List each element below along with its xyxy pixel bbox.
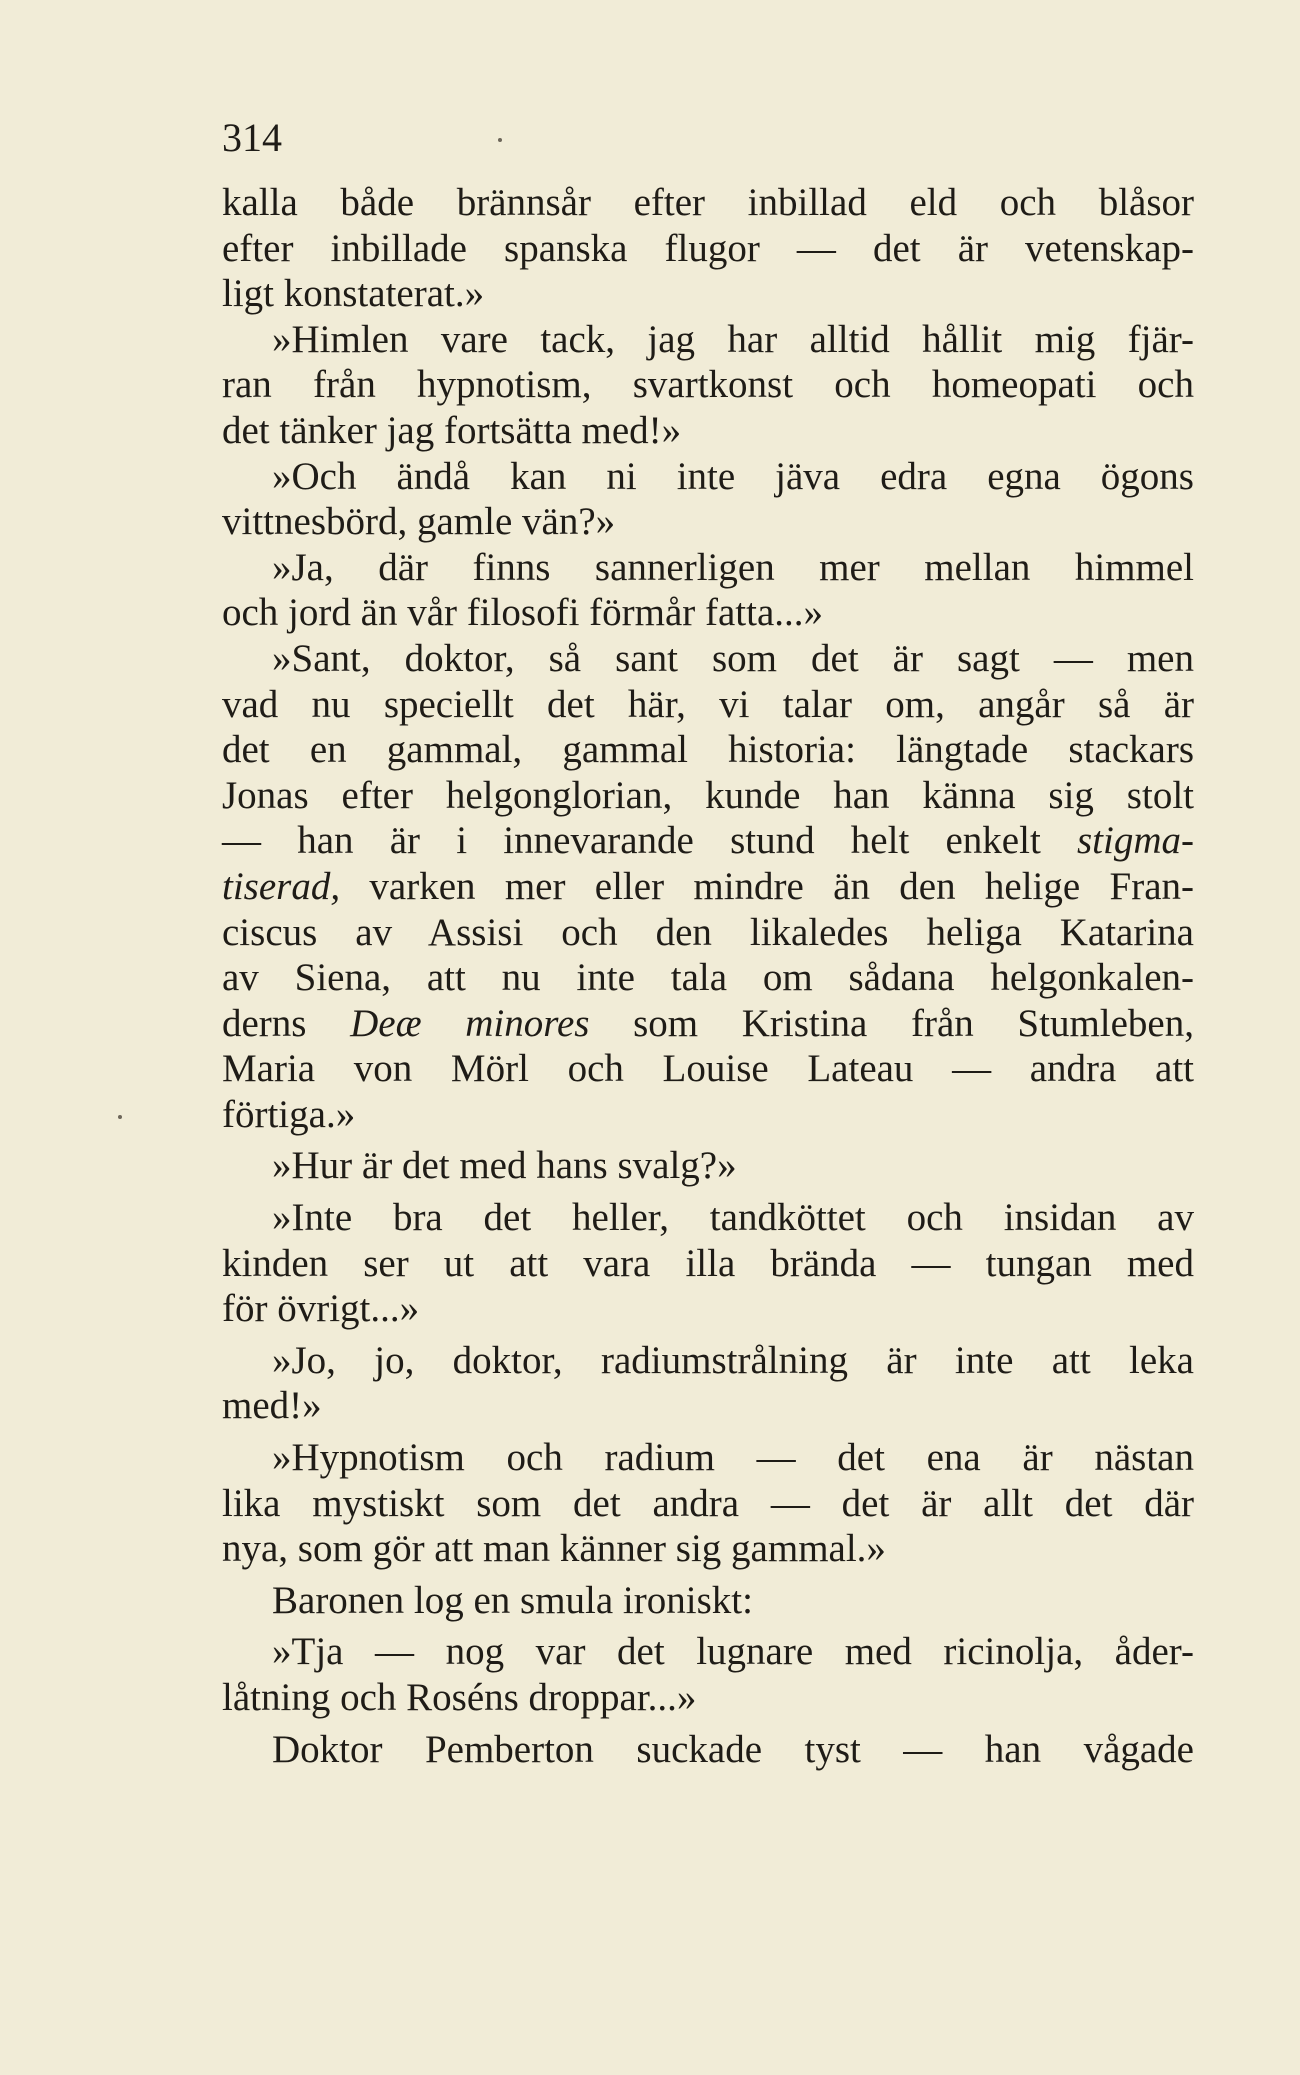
paper-speck — [498, 138, 502, 142]
text-line: med!» — [222, 1384, 322, 1428]
text-line: Doktor Pemberton suckade tyst — han vågade — [272, 1727, 1194, 1771]
paper-speck — [118, 1115, 122, 1119]
text-line: kalla både brännsår efter inbillad eld och blåsor — [222, 181, 1194, 224]
text-line: »Himlen vare tack, jag har alltid hållit mig fjär- — [272, 317, 1194, 361]
text-line — [222, 1001, 1194, 1047]
text-line: och jord än vår filosofi förmår fatta...» — [222, 591, 824, 635]
text-line: ciscus av Assisi och den likaledes heliga Katarina — [222, 910, 1194, 954]
text-line: det en gammal, gammal historia: längtade stackars — [222, 728, 1194, 772]
text-line: »Hur är det med hans svalg?» — [272, 1144, 737, 1188]
text-line: »Sant, doktor, så sant som det är sagt — men — [272, 636, 1194, 680]
text-line: Baronen log en smula ironiskt: — [272, 1578, 753, 1622]
page-number: 314 — [222, 115, 282, 160]
text-line: »Hypnotism och radium — det ena är nästan — [272, 1436, 1194, 1480]
body-text — [222, 180, 1194, 1772]
text-line: låtning och Roséns droppar...» — [222, 1676, 697, 1719]
text-line: vad nu speciellt det här, vi talar om, angår så är — [222, 682, 1194, 726]
text-line: ran från hypnotism, svartkonst och homeopati och — [222, 363, 1194, 407]
text-line: »Ja, där finns sannerligen mer mellan himmel — [272, 545, 1194, 589]
text-line: för övrigt...» — [222, 1287, 420, 1331]
text-line: kinden ser ut att vara illa brända — tungan med — [222, 1241, 1194, 1285]
text-line: »Tja — nog var det lugnare med ricinolja, åder- — [272, 1630, 1194, 1674]
text-line: av Siena, att nu inte tala om sådana helgonkalen- — [222, 956, 1194, 1000]
text-line: efter inbillade spanska flugor — det är vetenskap- — [222, 226, 1194, 270]
italic-segment: tiserad, — [222, 864, 341, 908]
text-line: lika mystiskt som det andra — det är allt det där — [222, 1481, 1194, 1525]
text-segment: derns — [222, 1001, 351, 1045]
italic-segment: stigma- — [1077, 819, 1194, 863]
text-line: vittnesbörd, gamle vän?» — [222, 500, 616, 544]
text-line: »Och ändå kan ni inte jäva edra egna ögons — [272, 454, 1194, 498]
text-line: nya, som gör att man känner sig gammal.» — [222, 1527, 886, 1571]
text-line: »Inte bra det heller, tandköttet och insidan av — [272, 1196, 1194, 1240]
text-line: Maria von Mörl och Louise Lateau — andra att — [222, 1047, 1194, 1091]
text-line — [222, 818, 1194, 864]
text-line: Jonas efter helgonglorian, kunde han känna sig stolt — [222, 773, 1194, 817]
text-segment: — han är i innevarande stund helt enkelt — [222, 819, 1077, 863]
text-line: »Jo, jo, doktor, radiumstrålning är inte att leka — [272, 1338, 1194, 1382]
text-line — [222, 864, 1194, 910]
text-segment: som Kristina från Stumleben, — [589, 1001, 1194, 1045]
text-line: det tänker jag fortsätta med!» — [222, 408, 682, 452]
text-segment: varken mer eller mindre än den helige Fran- — [340, 864, 1194, 908]
text-line: förtiga.» — [222, 1092, 356, 1136]
italic-segment: Deæ minores — [350, 1001, 590, 1045]
text-line: ligt konstaterat.» — [222, 272, 485, 316]
